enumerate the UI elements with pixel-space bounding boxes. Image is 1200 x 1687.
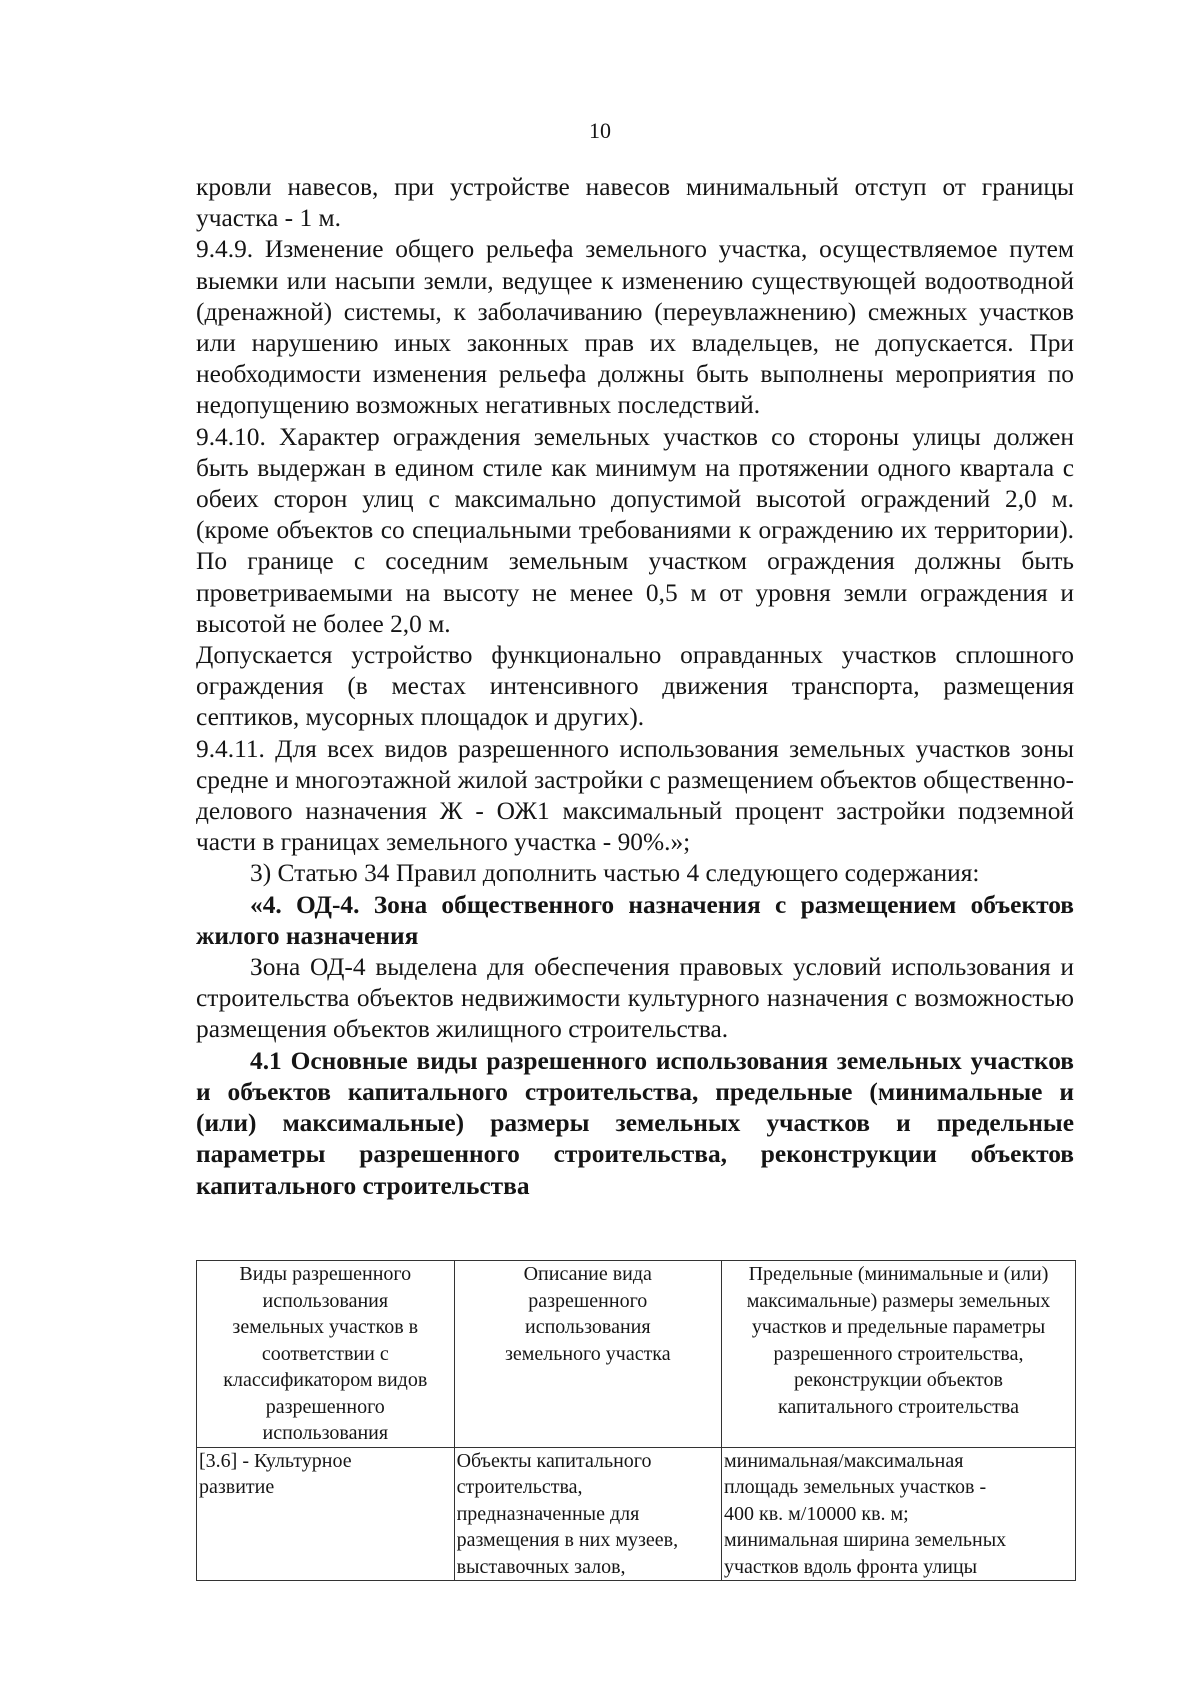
table-header-cell: Виды разрешенного использования земельных участков в соответствии с классификатором видов разрешенного использования <box>223 1263 428 1444</box>
table-header-cell: Описание вида разрешенного использования земельного участка <box>504 1263 671 1365</box>
table-header-cell: Предельные (минимальные и (или) максимальные) размеры земельных участков и предельные параметры разрешенного строительства, реконструкции объектов капитального строительства <box>746 1263 1051 1418</box>
paragraph: 9.4.10. Характер ограждения земельных участков со стороны улицы должен быть выдержан в едином стиле как минимум на протяжении одного квартала с обеих сторон улиц с максимально допустимой высотой ограждений 2,0 м. (кроме объектов со специальными требованиями к ограждению их территории). По границе с соседним земельным участком ограждения должны быть проветриваемыми на высоту не менее 0,5 м от уровня земли ограждения и высотой не более 2,0 м. <box>196 422 1074 638</box>
zone-heading: «4. ОД-4. Зона общественного назначения с размещением объектов жилого назначения <box>196 890 1074 950</box>
table-cell: [3.6] - Культурное развитие <box>199 1449 352 1498</box>
paragraph: 9.4.11. Для всех видов разрешенного использования земельных участков зоны средне и многоэтажной жилой застройки с размещением объектов общественно-делового назначения Ж - ОЖ1 максимальный процент застройки подземной части в границах земельного участка - 90%.»; <box>196 734 1074 857</box>
table-header-row <box>197 1261 1076 1448</box>
zone-description: Зона ОД-4 выделена для обеспечения правовых условий использования и строительства объектов недвижимости культурного назначения с возможностью размещения объектов жилищного строительства. <box>196 953 1074 1044</box>
table-cell: Объекты капитального строительства, предназначенные для размещения в них музеев, выставочных залов, <box>456 1449 679 1578</box>
page-number: 10 <box>589 118 611 143</box>
amendment-paragraph: 3) Статью 34 Правил дополнить частью 4 следующего содержания: <box>250 859 980 888</box>
section-heading: 4.1 Основные виды разрешенного использования земельных участков и объектов капитального строительства, предельные (минимальные и (или) максимальные) размеры земельных участков и предельные параметры разрешенного строительства, реконструкции объектов капитального строительства <box>196 1046 1074 1200</box>
document-body <box>196 172 1074 1202</box>
paragraph: Допускается устройство функционально оправданных участков сплошного ограждения (в местах интенсивного движения транспорта, размещения септиков, мусорных площадок и других). <box>196 641 1074 732</box>
table-cell: минимальная/максимальная площадь земельных участков - 400 кв. м/10000 кв. м; минимальная ширина земельных участков вдоль фронта улицы <box>723 1449 1007 1578</box>
land-use-table <box>196 1260 1076 1581</box>
table-row <box>197 1447 1076 1581</box>
paragraph: 9.4.9. Изменение общего рельефа земельного участка, осуществляемое путем выемки или насыпи земли, ведущее к изменению существующей водоотводной (дренажной) системы, к заболачиванию (переувлажнению) смежных участков или нарушению иных законных прав их владельцев, не допускается. При необходимости изменения рельефа должны быть выполнены мероприятия по недопущению возможных негативных последствий. <box>196 235 1074 420</box>
paragraph: кровли навесов, при устройстве навесов минимальный отступ от границы участка - 1 м. <box>196 173 1074 233</box>
